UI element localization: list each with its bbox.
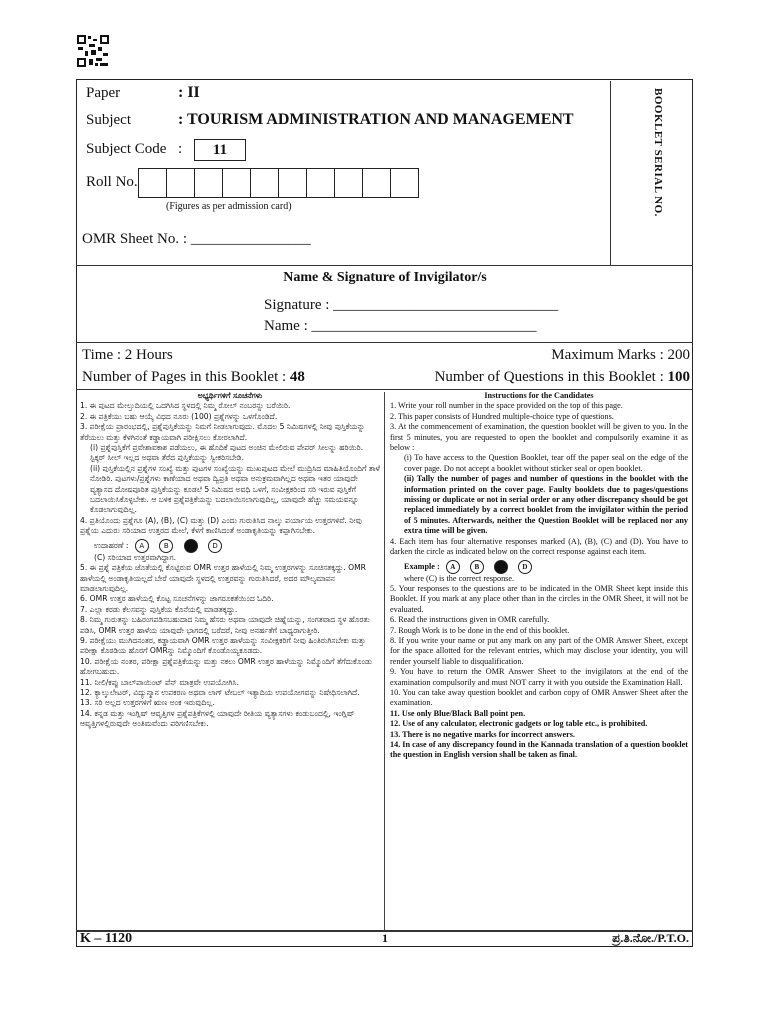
option-d-circle: D bbox=[208, 539, 222, 553]
english-item: 14. In case of any discrepancy found in the Kannada translation of a question booklet the question in English version shall be taken as final. bbox=[390, 740, 688, 760]
roll-note: (Figures as per admission card) bbox=[166, 201, 292, 212]
omr-sheet-no[interactable]: OMR Sheet No. : ________________ bbox=[82, 231, 311, 247]
name-field[interactable]: Name : ______________________________ bbox=[264, 318, 537, 334]
pto-label: ಪ್ರ.ತಿ.ನೋ./P.T.O. bbox=[612, 931, 689, 945]
kannada-item: 2. ಈ ಪತ್ರಿಕೆಯು ಬಹು ಆಯ್ಕೆ ವಿಧದ ನೂರು (100) ಪ್ರಶ್ನೆಗಳನ್ನು ಒಳಗೊಂಡಿದೆ. bbox=[80, 411, 278, 421]
kannada-item: 1. ಈ ಪುಟದ ಮೇಲ್ತುದಿಯಲ್ಲಿ ಒದಗಿಸಿದ ಸ್ಥಳದಲ್ಲಿ ನಿಮ್ಮ ರೋಲ್ ನಂಬರನ್ನು ಬರೆಯಿರಿ. bbox=[80, 401, 291, 411]
kannada-item: 11. ನೀಲಿ/ಕಪ್ಪು ಬಾಲ್‌ಪಾಯಿಂಟ್ ಪೆನ್ ಮಾತ್ರವೇ ಉಪಯೋಗಿಸಿ. bbox=[80, 677, 239, 687]
kannada-item: 10. ಪರೀಕ್ಷೆಯ ನಂತರ, ಪರೀಕ್ಷಾ ಪ್ರಶ್ನೆಪತ್ರಿಕೆಯನ್ನು ಮತ್ತು ನಕಲು OMR ಉತ್ತರ ಹಾಳೆಯನ್ನು ನಿಮ್ಮೊಂದಿಗೆ ತೆಗೆದುಕೊಂಡು ಹೋಗಬಹುದು. bbox=[80, 656, 373, 677]
kannada-item: 3. ಪರೀಕ್ಷೆಯ ಪ್ರಾರಂಭದಲ್ಲಿ, ಪ್ರಶ್ನೆಪುಸ್ತಿಕೆಯನ್ನು ನಿಮಗೆ ನೀಡಲಾಗುವುದು. ಮೊದಲ 5 ನಿಮಿಷಗಳಲ್ಲಿ ನೀವು ಪುಸ್ತಿಕೆಯನ್ನು ತೆರೆಯಲು ಮತ್ತು ಕೆಳಗಿನಂತೆ ಕಡ್ಡಾಯವಾಗಿ ಪರೀಕ್ಷಿಸಲು ಕೋರಲಾಗಿದೆ. bbox=[80, 422, 365, 442]
english-item: 3. At the commencement of examination, the question booklet will be given to you. In the first 5 minutes, you are requested to open the booklet and compulsorily examine it as below : bbox=[390, 422, 688, 453]
booklet-serial-label: BOOKLET SERIAL NO. bbox=[652, 88, 664, 217]
option-c-filled-circle bbox=[494, 560, 508, 574]
subject-value: : TOURISM ADMINISTRATION AND MANAGEMENT bbox=[178, 111, 574, 128]
english-item: 11. Use only Blue/Black Ball point pen. bbox=[390, 708, 526, 718]
english-example-note: where (C) is the correct response. bbox=[404, 573, 515, 583]
booklet-code: K – 1120 bbox=[80, 931, 133, 946]
footer bbox=[76, 931, 693, 947]
english-item: 6. Read the instructions given in OMR carefully. bbox=[390, 615, 550, 625]
divider bbox=[76, 342, 693, 343]
english-item: 13. There is no negative marks for incorrect answers. bbox=[390, 729, 575, 739]
english-item: (i) To have access to the Question Booklet, tear off the paper seal on the edge of the cover page. Do not accept a booklet without sticker seal or open booklet. bbox=[404, 453, 688, 473]
english-example bbox=[390, 560, 688, 574]
english-item: 2. This paper consists of Hundred multiple-choice type of questions. bbox=[390, 411, 614, 421]
subject-code-value: 11 bbox=[194, 139, 246, 161]
subject-code-label: Subject Code bbox=[86, 141, 167, 157]
english-item: 9. You have to return the OMR Answer Sheet to the invigilators at the end of the examination compulsorily and must NOT carry it with you outside the Examination Hall. bbox=[390, 667, 688, 687]
kannada-example-note: (C) ಸರಿಯಾದ ಉತ್ತರವಾಗಿದ್ದಾಗ. bbox=[94, 552, 177, 562]
time-label: Time : 2 Hours bbox=[82, 347, 173, 363]
roll-no-label: Roll No. bbox=[86, 174, 138, 190]
english-item: 12. Use of any calculator, electronic gadgets or log table etc., is prohibited. bbox=[390, 719, 648, 729]
english-item: (ii) Tally the number of pages and number of questions in the booklet with the information printed on the cover page. Faulty booklets due to pages/questions missing or duplicate or not in serial order or any other discrepancy should be got replaced immediately by a correct booklet from the invigilator within the period of 5 minutes. Afterwards, neither the Question Booklet will be replaced nor any extra time will be given. bbox=[404, 474, 688, 536]
invigilator-title: Name & Signature of Invigilator/s bbox=[283, 270, 487, 285]
max-marks-label: Maximum Marks : 200 bbox=[551, 347, 690, 363]
option-a-circle: A bbox=[446, 560, 460, 574]
kannada-item: (ii) ಪುಸ್ತಿಕೆಯಲ್ಲಿನ ಪ್ರಶ್ನೆಗಳ ಸಂಖ್ಯೆ ಮತ್ತು ಪುಟಗಳ ಸಂಖ್ಯೆಯನ್ನು ಮುಖಪುಟದ ಮೇಲೆ ಮುದ್ರಿಸಿದ ಮಾಹಿತಿಯೊಂದಿಗೆ ತಾಳೆ ನೋಡಿರಿ. ಪುಟಗಳು/ಪ್ರಶ್ನೆಗಳು ಕಾಣೆಯಾದ ಅಥವಾ ದ್ವಿಪ್ರತಿ ಅಥವಾ ಅನುಕ್ರಮವಾಗಿಲ್ಲದ ಅಥವಾ ಇತರ ಯಾವುದೇ ವ್ಯತ್ಯಾಸದ ದೋಷಪೂರಿತ ಪುಸ್ತಿಕೆಯನ್ನು ಕೂಡಲೆ 5 ನಿಮಿಷದ ಅವಧಿ ಒಳಗೆ, ಸಂವೀಕ್ಷಕರಿಂದ ಸರಿ ಇರುವ ಪುಸ್ತಿಕೆಗೆ ಬದಲಾಯಿಸಿಕೊಳ್ಳಬೇಕು. ಆ ಬಳಿಕ ಪ್ರಶ್ನೆಪತ್ರಿಕೆಯನ್ನು ಬದಲಾಯಿಸಲಾಗುವುದಿಲ್ಲ, ಯಾವುದೇ ಹೆಚ್ಚು ಸಮಯವನ್ನೂ ಕೊಡಲಾಗುವುದಿಲ್ಲ. bbox=[90, 463, 380, 515]
option-b-circle: B bbox=[159, 539, 173, 553]
english-item: 7. Rough Work is to be done in the end of this booklet. bbox=[390, 625, 570, 635]
kannada-item: (i) ಪ್ರಶ್ನೆಪುಸ್ತಿಕೆಗೆ ಪ್ರವೇಶಾವಕಾಶ ಪಡೆಯಲು, ಈ ಹೊದಿಕೆ ಪುಟದ ಅಂಚಿನ ಮೇಲಿರುವ ಪೇಪರ್ ಸೀಲನ್ನು ಹರಿಯಿರಿ. ಸ್ಟಿಕ್ಕರ್ ಸೀಲ್ ಇಲ್ಲದ ಅಥವಾ ತೆರೆದ ಪುಸ್ತಿಕೆಯನ್ನು ಸ್ವೀಕರಿಸಬೇಡಿ. bbox=[90, 443, 364, 463]
page-number: 1 bbox=[382, 931, 388, 945]
english-example-label: Example : bbox=[404, 561, 440, 571]
kannada-item: 8. ನಿಮ್ಮ ಗುರುತನ್ನು ಬಹಿರಂಗಪಡಿಸಬಹುದಾದ ನಿಮ್ಮ ಹೆಸರು ಅಥವಾ ಯಾವುದೇ ಚಿಹ್ನೆಯನ್ನು, ಸಂಗತವಾದ ಸ್ಥಳ ಹೊರತು ಪಡಿಸಿ, OMR ಉತ್ತರ ಹಾಳೆಯ ಯಾವುದೇ ಭಾಗದಲ್ಲಿ ಬರೆದರೆ, ನೀವು ಅನರ್ಹತೆಗೆ ಬಾಧ್ಯರಾಗುತ್ತೀರಿ. bbox=[80, 615, 370, 635]
paper-value: : II bbox=[178, 84, 200, 101]
barcode-qr-icon bbox=[76, 34, 110, 68]
option-a-circle: A bbox=[135, 539, 149, 553]
divider bbox=[76, 265, 693, 266]
pages-count: Number of Pages in this Booklet : 48 bbox=[82, 369, 305, 385]
english-item: 1. Write your roll number in the space provided on the top of this page. bbox=[390, 401, 623, 411]
kannada-example bbox=[80, 539, 380, 553]
kannada-item: 14. ಕನ್ನಡ ಮತ್ತು ಇಂಗ್ಲಿಷ್ ಆವೃತ್ತಿಗಳ ಪ್ರಶ್ನೆಪತ್ರಿಕೆಗಳಲ್ಲಿ ಯಾವುದೇ ರೀತಿಯ ವ್ಯತ್ಯಾಸಗಳು ಕಂಡುಬಂದಲ್ಲಿ, ಇಂಗ್ಲಿಷ್ ಆವೃತ್ತಿಗಳಲ್ಲಿರುವುದೇ ಅಂತಿಮವೆಂದು ಪರಿಗಣಿಸಬೇಕು. bbox=[80, 708, 355, 729]
kannada-item: 5. ಈ ಪ್ರಶ್ನೆ ಪತ್ರಿಕೆಯ ಜೊತೆಯಲ್ಲಿ ಕೊಟ್ಟಿರುವ OMR ಉತ್ತರ ಹಾಳೆಯಲ್ಲಿ ನಿಮ್ಮ ಉತ್ತರಗಳನ್ನು ಸೂಚಿಸತಕ್ಕದ್ದು. OMR ಹಾಳೆಯಲ್ಲಿ ಅಂಡಾಕೃತಿಯಲ್ಲದೆ ಬೇರೆ ಯಾವುದೇ ಸ್ಥಳದಲ್ಲಿ ಉತ್ತರವನ್ನು ಗುರುತಿಸಿದರೆ, ಅದರ ಮೌಲ್ಯಮಾಪನ ಮಾಡಲಾಗುವುದಿಲ್ಲ. bbox=[80, 563, 366, 593]
paper-label: Paper bbox=[86, 85, 121, 101]
option-b-circle: B bbox=[470, 560, 484, 574]
questions-count: Number of Questions in this Booklet : 100 bbox=[434, 369, 690, 385]
english-item: 10. You can take away question booklet and carbon copy of OMR Answer Sheet after the examination. bbox=[390, 687, 688, 708]
column-divider bbox=[384, 392, 385, 932]
option-c-filled-circle bbox=[184, 539, 198, 553]
kannada-instructions bbox=[80, 391, 380, 730]
kannada-item: 12. ಕ್ಯಾಲ್ಕುಲೇಟರ್, ವಿದ್ಯುನ್ಮಾನ ಉಪಕರಣ ಅಥವಾ ಲಾಗ್ ಟೇಬಲ್ ಇತ್ಯಾದಿಯ ಉಪಯೋಗವನ್ನು ನಿಷೇಧಿಸಲಾಗಿದೆ. bbox=[80, 687, 360, 697]
english-item: 5. Your responses to the questions are to be indicated in the OMR Sheet kept inside this Booklet. If you mark at any place other than in the circles in the OMR Sheet, it will not be evaluated. bbox=[390, 583, 688, 614]
kannada-example-label: ಉದಾಹರಣೆ : bbox=[94, 540, 129, 550]
english-item: 4. Each item has four alternative responses marked (A), (B), (C) and (D). You have to darken the circle as indicated below on the correct response against each item. bbox=[390, 536, 688, 557]
divider bbox=[76, 389, 693, 390]
subject-label: Subject bbox=[86, 112, 131, 128]
kannada-item: 7. ಎಲ್ಲಾ ಕರಡು ಕೆಲಸವನ್ನು ಪುಸ್ತಿಕೆಯ ಕೊನೆಯಲ್ಲಿ ಮಾಡತಕ್ಕದ್ದು. bbox=[80, 604, 238, 614]
english-instructions bbox=[390, 391, 688, 761]
kannada-item: 6. OMR ಉತ್ತರ ಹಾಳೆಯಲ್ಲಿ ಕೊಟ್ಟ ಸೂಚನೆಗಳನ್ನು ಜಾಗರೂಕತೆಯಿಂದ ಓದಿರಿ. bbox=[80, 594, 274, 604]
kannada-title: ಅಭ್ಯರ್ಥಿಗಳಿಗೆ ಸೂಚನೆಗಳು bbox=[197, 391, 263, 400]
english-item: 8. If you write your name or put any mark on any part of the OMR Answer Sheet, except for the space allotted for the relevant entries, which may disclose your identity, you will render yourself liable to disqualification. bbox=[390, 635, 688, 666]
kannada-item: 4. ಪ್ರತಿಯೊಂದು ಪ್ರಶ್ನೆಗೂ (A), (B), (C) ಮತ್ತು (D) ಎಂದು ಗುರುತಿಸಿದ ನಾಲ್ಕು ಪರ್ಯಾಯ ಉತ್ತರಗಳಿವೆ. ನೀವು ಪ್ರಶ್ನೆಯ ಎದುರು ಸರಿಯಾದ ಉತ್ತರದ ಮೇಲೆ, ಕೆಳಗೆ ಕಾಣಿಸಿದಂತೆ ಅಂಡಾಕೃತಿಯನ್ನು ಕಪ್ಪಾಗಿಸಬೇಕು. bbox=[80, 515, 362, 536]
signature-field[interactable]: Signature : ______________________________ bbox=[264, 297, 559, 313]
kannada-item: 9. ಪರೀಕ್ಷೆಯು ಮುಗಿದನಂತರ, ಕಡ್ಡಾಯವಾಗಿ OMR ಉತ್ತರ ಹಾಳೆಯನ್ನು ಸಂವೀಕ್ಷಕರಿಗೆ ನೀವು ಹಿಂತಿರುಗಿಸಬೇಕು ಮತ್ತು ಪರೀಕ್ಷಾ ಕೊಠಡಿಯ ಹೊರಗೆ OMRನ್ನು ನಿಮ್ಮೊಂದಿಗೆ ಕೊಂಡೊಯ್ಯಕೂಡದು. bbox=[80, 635, 366, 656]
kannada-item: 13. ಸರಿ ಅಲ್ಲದ ಉತ್ತರಗಳಿಗೆ ಋಣ ಅಂಕ ಇರುವುದಿಲ್ಲ. bbox=[80, 698, 215, 708]
option-d-circle: D bbox=[518, 560, 532, 574]
english-title: Instructions for the Candidates bbox=[484, 391, 594, 400]
subject-code-colon: : bbox=[178, 141, 183, 157]
